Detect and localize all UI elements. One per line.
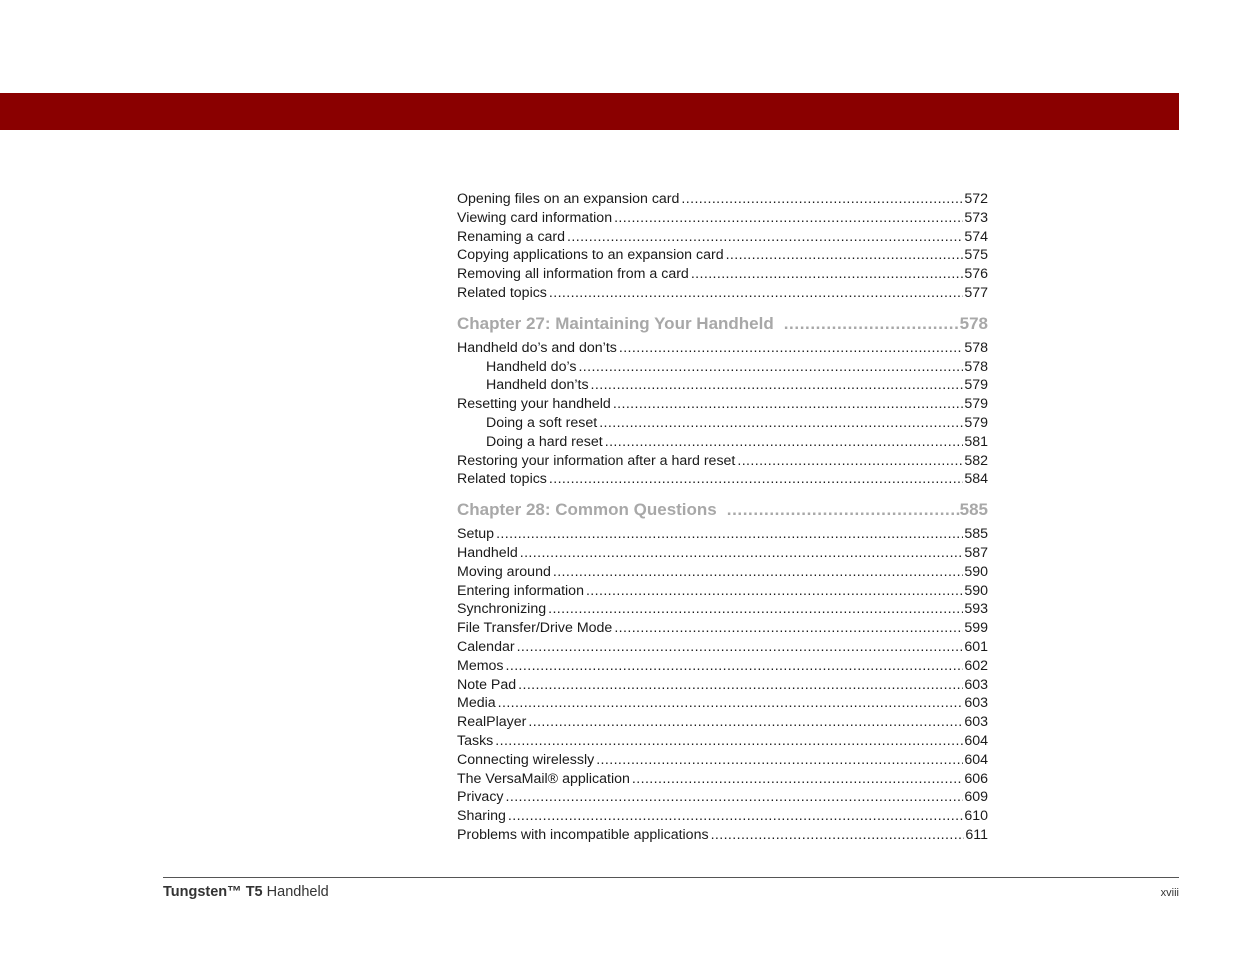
toc-entry-page: 585 xyxy=(964,526,988,543)
toc-entry-title: Handheld do’s and don’ts xyxy=(457,339,617,356)
chapter-heading-27[interactable] xyxy=(457,312,988,336)
dot-leader xyxy=(506,788,964,807)
toc-entry-page: 606 xyxy=(964,770,988,787)
toc-entry-title: Memos xyxy=(457,657,504,674)
toc-entry-title: Synchronizing xyxy=(457,601,547,618)
toc-entry[interactable] xyxy=(457,826,988,845)
toc-entry[interactable] xyxy=(457,544,988,563)
dot-leader xyxy=(737,452,963,471)
chapter-title: Chapter 28: Common Questions xyxy=(457,500,717,520)
dot-leader xyxy=(784,312,960,336)
dot-leader xyxy=(596,751,963,770)
dot-leader xyxy=(605,433,964,452)
toc-entry-title: Calendar xyxy=(457,638,515,655)
toc-entry-page: 584 xyxy=(964,471,988,488)
toc-entry-title: Doing a hard reset xyxy=(486,433,603,450)
toc-entry[interactable] xyxy=(457,732,988,751)
toc-entry-page: 574 xyxy=(964,228,988,245)
toc-entry-title: Doing a soft reset xyxy=(486,414,598,431)
toc-section-pre xyxy=(457,190,988,303)
dot-leader xyxy=(548,600,963,619)
toc-entry-title: Resetting your handheld xyxy=(457,396,611,413)
chapter-heading-28[interactable] xyxy=(457,498,988,522)
dot-leader xyxy=(632,770,963,789)
dot-leader xyxy=(508,807,963,826)
toc-entry-page: 590 xyxy=(964,582,988,599)
toc-entry-page: 602 xyxy=(964,657,988,674)
toc-entry-title: Handheld do’s xyxy=(486,358,577,375)
toc-entry[interactable] xyxy=(457,694,988,713)
toc-entry-page: 610 xyxy=(964,808,988,825)
toc-entry-title: Note Pad xyxy=(457,676,517,693)
chapter-page: 585 xyxy=(959,500,988,520)
toc-entry[interactable] xyxy=(457,433,988,452)
toc-entry[interactable] xyxy=(457,563,988,582)
toc-entry-page: 579 xyxy=(964,414,988,431)
toc-entry-title: Connecting wirelessly xyxy=(457,751,595,768)
toc-entry[interactable] xyxy=(457,770,988,789)
dot-leader xyxy=(613,395,964,414)
toc-entry-title: Copying applications to an expansion card xyxy=(457,247,724,264)
dot-leader xyxy=(549,284,963,303)
toc-entry-page: 579 xyxy=(964,396,988,413)
dot-leader xyxy=(496,525,963,544)
toc-entry-title: Removing all information from a card xyxy=(457,266,689,283)
toc-entry[interactable] xyxy=(457,358,988,377)
toc-entry[interactable] xyxy=(457,788,988,807)
toc-entry-title: The VersaMail® application xyxy=(457,770,630,787)
toc-entry[interactable] xyxy=(457,246,988,265)
chapter-title: Chapter 27: Maintaining Your Handheld xyxy=(457,313,774,333)
toc-entry-title: Sharing xyxy=(457,808,506,825)
toc-entry-title: File Transfer/Drive Mode xyxy=(457,620,613,637)
dot-leader xyxy=(599,414,963,433)
toc-entry[interactable] xyxy=(457,470,988,489)
toc-section-chapter-27 xyxy=(457,339,988,489)
product-name-rest: Handheld xyxy=(262,884,329,900)
toc-entry-page: 609 xyxy=(964,789,988,806)
dot-leader xyxy=(553,563,963,582)
toc-entry-page: 611 xyxy=(965,826,988,843)
dot-leader xyxy=(691,265,964,284)
toc-entry-page: 604 xyxy=(964,751,988,768)
toc-entry-title: Setup xyxy=(457,526,495,543)
toc-entry-page: 587 xyxy=(964,544,988,561)
toc-entry-page: 604 xyxy=(964,732,988,749)
dot-leader xyxy=(506,657,964,676)
toc-entry[interactable] xyxy=(457,657,988,676)
toc-entry[interactable] xyxy=(457,807,988,826)
toc-entry[interactable] xyxy=(457,190,988,209)
toc-entry[interactable] xyxy=(457,525,988,544)
header-banner xyxy=(0,93,1179,130)
toc-entry-title: Moving around xyxy=(457,563,551,580)
dot-leader xyxy=(614,209,963,228)
toc-entry-page: 579 xyxy=(964,377,988,394)
dot-leader xyxy=(591,376,964,395)
toc-entry-title: Related topics xyxy=(457,471,547,488)
toc-entry[interactable] xyxy=(457,600,988,619)
toc-entry-title: RealPlayer xyxy=(457,714,527,731)
toc-entry-page: 577 xyxy=(964,284,988,301)
product-name-bold: Tungsten™ T5 xyxy=(163,884,263,900)
toc-entry-title: Tasks xyxy=(457,732,494,749)
toc-entry-page: 578 xyxy=(964,358,988,375)
chapter-page: 578 xyxy=(959,313,988,333)
toc-entry[interactable] xyxy=(457,284,988,303)
toc-entry[interactable] xyxy=(457,414,988,433)
footer-divider xyxy=(163,877,1179,878)
toc-entry-page: 603 xyxy=(964,676,988,693)
dot-leader xyxy=(498,694,964,713)
dot-leader xyxy=(528,713,963,732)
dot-leader xyxy=(726,246,964,265)
toc-entry-title: Handheld don’ts xyxy=(486,377,589,394)
toc-entry-page: 575 xyxy=(964,247,988,264)
dot-leader xyxy=(727,498,960,522)
toc-entry-title: Problems with incompatible applications xyxy=(457,826,709,843)
toc-entry[interactable] xyxy=(457,209,988,228)
toc-entry[interactable] xyxy=(457,619,988,638)
footer-product-name xyxy=(163,884,329,900)
toc-entry[interactable] xyxy=(457,395,988,414)
toc-entry[interactable] xyxy=(457,713,988,732)
toc-entry-page: 599 xyxy=(964,620,988,637)
toc-entry[interactable] xyxy=(457,582,988,601)
dot-leader xyxy=(567,228,963,247)
toc-entry-page: 576 xyxy=(964,266,988,283)
toc-entry-page: 581 xyxy=(964,433,988,450)
toc-section-chapter-28 xyxy=(457,525,988,845)
dot-leader xyxy=(614,619,963,638)
toc-entry-title: Privacy xyxy=(457,789,504,806)
dot-leader xyxy=(619,339,963,358)
toc-entry-page: 601 xyxy=(964,638,988,655)
toc-entry-title: Entering information xyxy=(457,582,584,599)
dot-leader xyxy=(520,544,964,563)
toc-entry-page: 603 xyxy=(964,695,988,712)
toc-entry[interactable] xyxy=(457,676,988,695)
dot-leader xyxy=(578,358,963,377)
toc-entry[interactable] xyxy=(457,376,988,395)
toc-entry-page: 573 xyxy=(964,209,988,226)
toc-entry-title: Related topics xyxy=(457,284,547,301)
toc-entry[interactable] xyxy=(457,638,988,657)
dot-leader xyxy=(518,676,963,695)
toc-entry[interactable] xyxy=(457,228,988,247)
toc-entry[interactable] xyxy=(457,265,988,284)
toc-entry-page: 593 xyxy=(964,601,988,618)
dot-leader xyxy=(681,190,963,209)
dot-leader xyxy=(586,582,963,601)
toc-entry[interactable] xyxy=(457,452,988,471)
toc-entry-title: Opening files on an expansion card xyxy=(457,191,680,207)
toc-entry-page: 603 xyxy=(964,714,988,731)
toc-entry-title: Handheld xyxy=(457,544,518,561)
table-of-contents xyxy=(457,190,988,845)
dot-leader xyxy=(711,826,965,845)
toc-entry-page: 572 xyxy=(964,191,988,207)
toc-entry[interactable] xyxy=(457,751,988,770)
toc-entry-title: Media xyxy=(457,695,496,712)
toc-entry-title: Viewing card information xyxy=(457,209,613,226)
toc-entry-page: 582 xyxy=(964,452,988,469)
toc-entry-title: Restoring your information after a hard reset xyxy=(457,452,736,469)
toc-entry-page: 590 xyxy=(964,563,988,580)
dot-leader xyxy=(495,732,963,751)
toc-entry-page: 578 xyxy=(964,339,988,356)
dot-leader xyxy=(517,638,964,657)
footer-page-number: xviii xyxy=(1160,887,1179,899)
toc-entry-title: Renaming a card xyxy=(457,228,566,245)
toc-entry[interactable] xyxy=(457,339,988,358)
dot-leader xyxy=(549,470,963,489)
